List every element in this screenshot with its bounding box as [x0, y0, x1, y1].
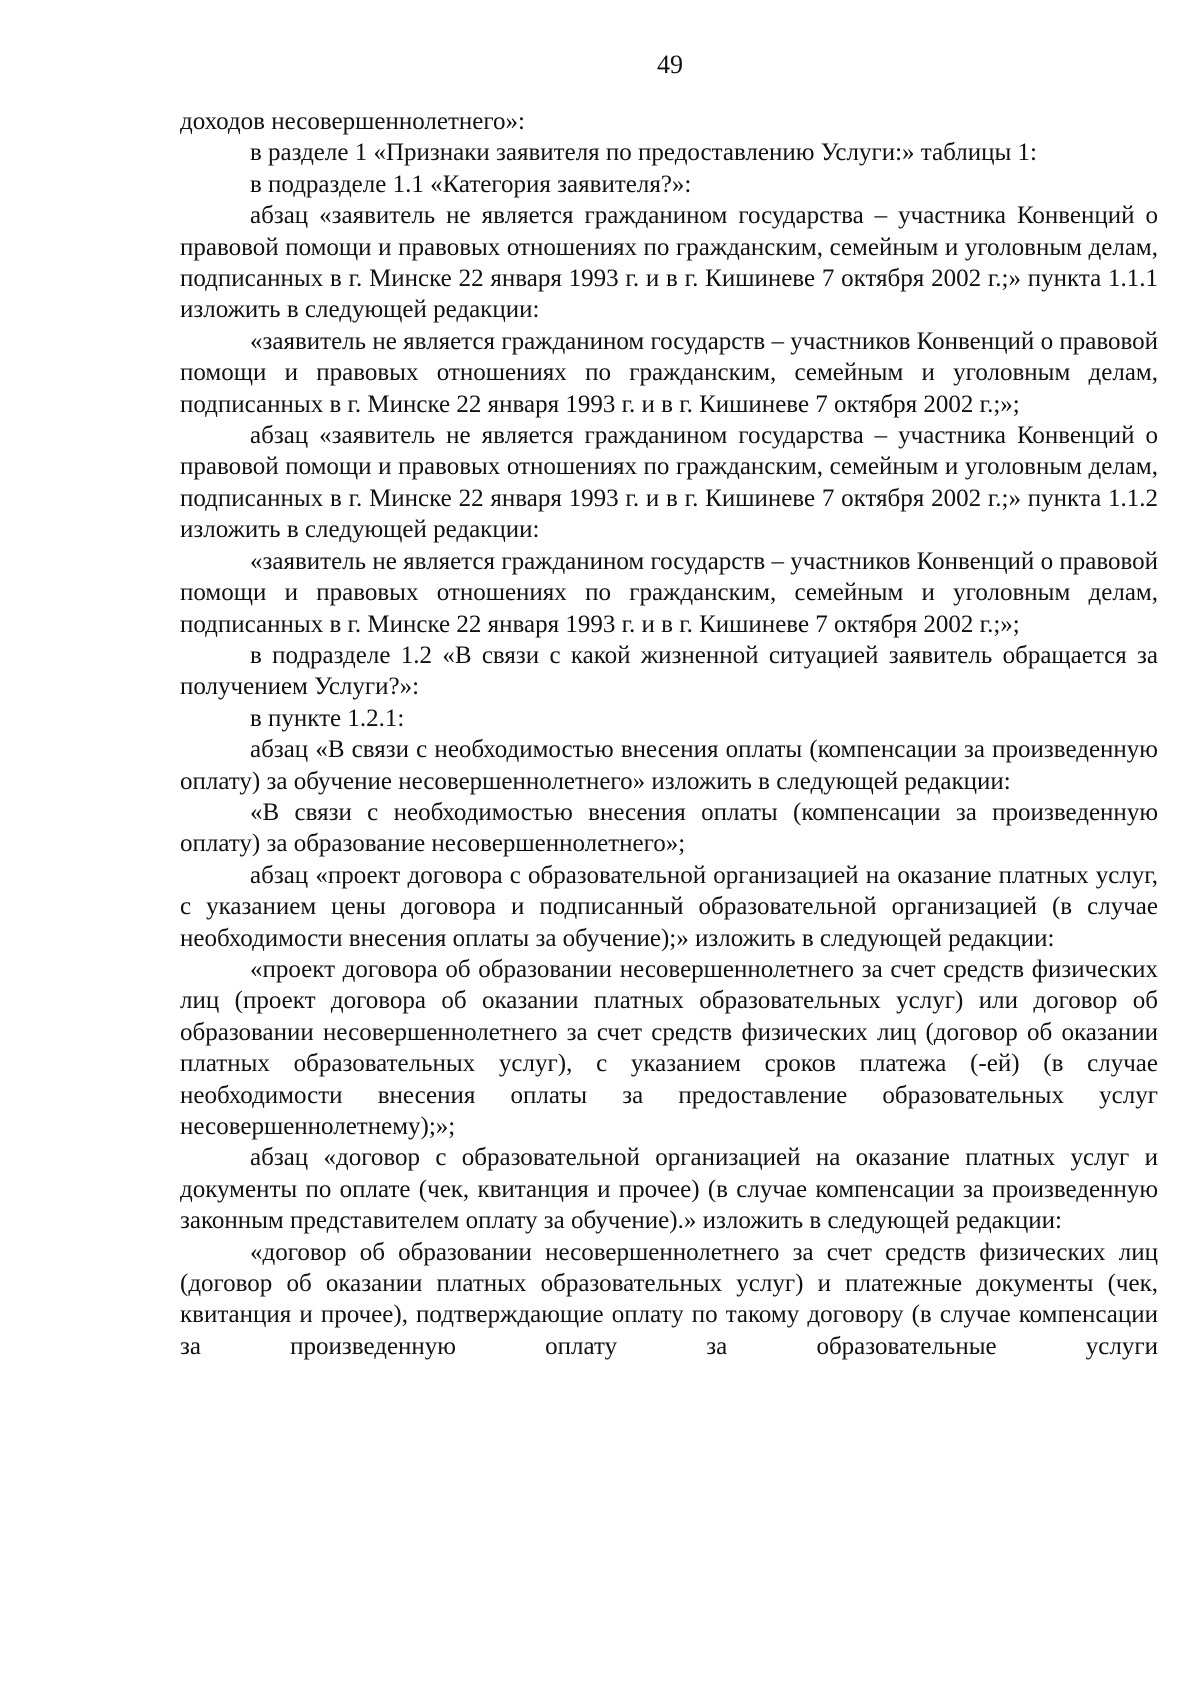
- paragraph: «заявитель не является гражданином государств – участников Конвенций о правовой помощи и правовых отношениях по гражданским, семейным и уголовным делам, подписанных в г. Минске 22 января 1993 г. и в г. Кишиневе 7 октября 2002 г.;»;: [180, 327, 1158, 418]
- paragraph: в подразделе 1.2 «В связи с какой жизненной ситуацией заявитель обращается за получением Услуги?»:: [180, 641, 1158, 701]
- paragraph: в подразделе 1.1 «Категория заявителя?»:: [250, 170, 692, 198]
- paragraph: «В связи с необходимостью внесения оплаты (компенсации за произведенную оплату) за образование несовершеннолетнего»;: [180, 798, 1158, 858]
- paragraph: абзац «договор с образовательной организацией на оказание платных услуг и документы по оплате (чек, квитанция и прочее) (в случае компенсации за произведенную законным представителем оплату за обучение).» изложить в следующей редакции:: [180, 1144, 1158, 1235]
- page-number: 49: [657, 50, 683, 79]
- document-body: [180, 106, 1158, 1362]
- paragraph: «заявитель не является гражданином государств – участников Конвенций о правовой помощи и правовых отношениях по гражданским, семейным и уголовным делам, подписанных в г. Минске 22 января 1993 г. и в г. Кишиневе 7 октября 2002 г.;»;: [180, 547, 1158, 638]
- paragraph: «договор об образовании несовершеннолетнего за счет средств физических лиц (договор об оказании платных образовательных услуг) и платежные документы (чек, квитанция и прочее), подтверждающие оплату по такому договору (в случае компенсации за произведенную оплату за образовательные услуги: [180, 1238, 1158, 1360]
- paragraph: абзац «В связи с необходимостью внесения оплаты (компенсации за произведенную оплату) за обучение несовершеннолетнего» изложить в следующей редакции:: [180, 736, 1158, 795]
- paragraph: «проект договора об образовании несовершеннолетнего за счет средств физических лиц (проект договора об оказании платных образовательных услуг) или договор об образовании несовершеннолетнего за счет средств физических лиц (договор об оказании платных образовательных услуг), с указанием сроков платежа (-ей) (в случае необходимости внесения оплаты за предоставление образовательных услуг несовершеннолетнему);»;: [180, 955, 1158, 1140]
- paragraph: абзац «проект договора с образовательной организацией на оказание платных услуг, с указанием цены договора и подписанный образовательной организацией (в случае необходимости внесения оплаты за обучение);» изложить в следующей редакции:: [180, 861, 1158, 952]
- paragraph: абзац «заявитель не является гражданином государства – участника Конвенций о правовой помощи и правовых отношениях по гражданским, семейным и уголовным делам, подписанных в г. Минске 22 января 1993 г. и в г. Кишиневе 7 октября 2002 г.;» пункта 1.1.2 изложить в следующей редакции:: [180, 422, 1158, 544]
- paragraph: доходов несовершеннолетнего»:: [180, 108, 525, 135]
- paragraph: в пункте 1.2.1:: [250, 704, 405, 732]
- paragraph: в разделе 1 «Признаки заявителя по предоставлению Услуги:» таблицы 1:: [250, 139, 1037, 167]
- paragraph: абзац «заявитель не является гражданином государства – участника Конвенций о правовой помощи и правовых отношениях по гражданским, семейным и уголовным делам, подписанных в г. Минске 22 января 1993 г. и в г. Кишиневе 7 октября 2002 г.;» пункта 1.1.1 изложить в следующей редакции:: [180, 202, 1158, 324]
